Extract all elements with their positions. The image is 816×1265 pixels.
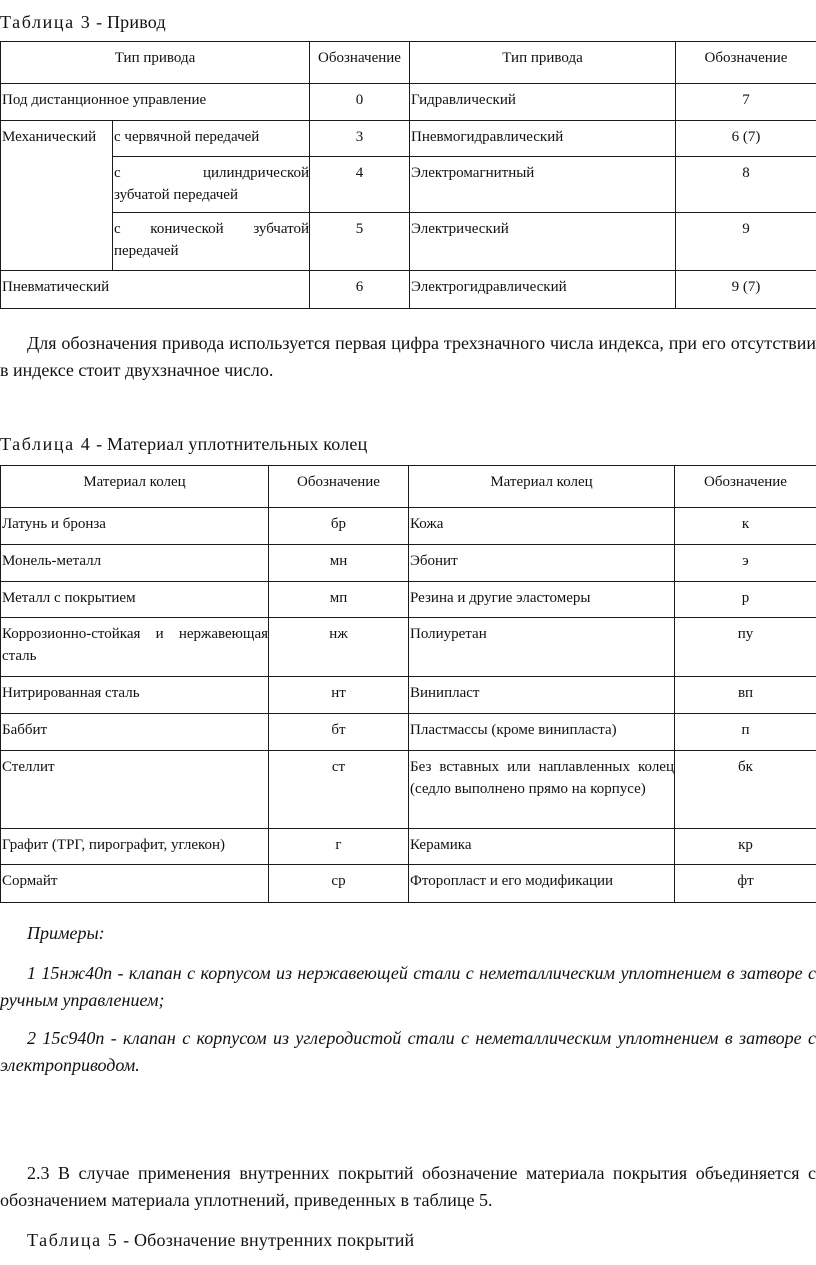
table4-cell-code: ст [269,751,409,829]
table3-header-type: Тип привода [1,42,310,84]
table4-cell-code: ср [269,865,409,903]
table3-cell-type: Под дистанционное управление [1,84,310,121]
table-row [1,714,816,751]
table4-cell-material: Коррозионно-стойкая и нержавеющая сталь [1,618,269,677]
table-row [1,618,816,677]
table4-caption-title: - Материал уплотнительных колец [91,434,368,454]
table3-caption [0,11,166,33]
table4-cell-code: мп [269,582,409,618]
table4-cell-material: Сормайт [1,865,269,903]
table4-cell-code2: р [675,582,816,618]
table3-cell-code: 4 [310,157,410,213]
table4-cell-material2: Полиуретан [409,618,675,677]
table4-cell-code2: э [675,545,816,582]
table4-cell-material: Нитрированная сталь [1,677,269,714]
table3-cell-code2: 8 [676,157,816,213]
table-row [1,545,816,582]
table-row [1,213,816,271]
table3-header-row [1,42,816,84]
example-item-1: 1 15нж40п - клапан с корпусом из нержавеющей стали с неметаллическим уплотнением в затворе с ручным управлением; [0,963,816,1010]
table4-cell-material: Стеллит [1,751,269,829]
table4-header-code2: Обозначение [675,466,816,508]
table4-cell-code2: п [675,714,816,751]
table4-cell-code2: к [675,508,816,545]
table3-cell-type-line1: с конической зубчатой [114,221,309,237]
table4-cell-material2: Кожа [409,508,675,545]
table4-cell-material2: Резина и другие эластомеры [409,582,675,618]
table3-header-code: Обозначение [310,42,410,84]
table3-cell-type2: Пневмогидравлический [410,121,676,157]
table4-cell-material2: Эбонит [409,545,675,582]
table3-cell-type: с червячной передачей [113,121,310,157]
table3-cell-type [113,213,310,271]
table4-cell-code: нж [269,618,409,677]
table4-cell-code: бт [269,714,409,751]
table3-header-type2: Тип привода [410,42,676,84]
table5-caption [27,1229,414,1251]
table4-cell-code: мн [269,545,409,582]
table3-cell-type-line1: с цилиндрической [114,165,309,181]
table-row [1,121,816,157]
table3-note: Для обозначения привода используется первая цифра трехзначного числа индекса, при его отсутствии в индексе стоит двухзначное число. [0,333,816,380]
table4 [0,465,816,903]
examples-title: Примеры: [27,923,105,943]
section-2-3-text: 2.3 В случае применения внутренних покрытий обозначение материала покрытия объединяется с обозначением материала уплотнений, приведенных в таблице 5. [0,1163,816,1210]
table4-caption-label: Таблица 4 [0,434,92,454]
table3-cell-code: 0 [310,84,410,121]
table-row [1,677,816,714]
table4-cell-material: Монель-металл [1,545,269,582]
table4-cell-material2: Фторопласт и его модификации [409,865,675,903]
table3-cell-code2: 6 (7) [676,121,816,157]
table3-cell-type2: Электрогидравлический [410,271,676,309]
table3-cell-type2: Электрический [410,213,676,271]
table3-caption-label: Таблица 3 [0,12,92,32]
table4-cell-material2: Керамика [409,829,675,865]
table3 [0,41,816,309]
table3-cell-code2: 7 [676,84,816,121]
table4-header-code: Обозначение [269,466,409,508]
example-item-2: 2 15с940п - клапан с корпусом из углеродистой стали с неметаллическим уплотнением в затворе с электроприводом. [0,1028,816,1075]
table-row [1,157,816,213]
table3-cell-code2: 9 [676,213,816,271]
table3-cell-code: 5 [310,213,410,271]
table4-cell-code2: кр [675,829,816,865]
table4-cell-material2: Винипласт [409,677,675,714]
table4-cell-material2: Без вставных или наплавленных колец (седло выполнено прямо на корпусе) [409,751,675,829]
table4-cell-material: Латунь и бронза [1,508,269,545]
table-row [1,751,816,829]
table3-cell-mech-group: Механический [1,121,113,271]
table-row [1,865,816,903]
table4-cell-material: Металл с покрытием [1,582,269,618]
table4-cell-code2: вп [675,677,816,714]
table4-header-material2: Материал колец [409,466,675,508]
table3-cell-type-line2: зубчатой передачей [114,187,238,203]
table4-cell-material2: Пластмассы (кроме винипласта) [409,714,675,751]
table3-caption-title: - Привод [91,12,166,32]
table-row [1,829,816,865]
table-row [1,271,816,309]
table5-caption-label: Таблица 5 [27,1230,119,1250]
table4-header-material: Материал колец [1,466,269,508]
table3-cell-code: 3 [310,121,410,157]
table3-cell-type2: Электромагнитный [410,157,676,213]
table3-cell-type [113,157,310,213]
table3-header-code2: Обозначение [676,42,816,84]
table3-cell-code: 6 [310,271,410,309]
table4-cell-material: Графит (ТРГ, пирографит, углекон) [1,829,269,865]
table5-caption-title: - Обозначение внутренних покрытий [118,1230,415,1250]
table4-cell-code2: пу [675,618,816,677]
table4-cell-code: г [269,829,409,865]
table4-caption [0,433,367,455]
table-row [1,582,816,618]
table4-cell-material: Баббит [1,714,269,751]
table3-cell-code2: 9 (7) [676,271,816,309]
table4-cell-code2: фт [675,865,816,903]
table-row [1,508,816,545]
table4-header-row [1,466,816,508]
table3-cell-type-line2: передачей [114,243,179,259]
table4-cell-code2: бк [675,751,816,829]
table4-cell-code: нт [269,677,409,714]
table4-cell-code: бр [269,508,409,545]
table-row [1,84,816,121]
table3-cell-type: Пневматический [1,271,310,309]
table3-cell-type2: Гидравлический [410,84,676,121]
